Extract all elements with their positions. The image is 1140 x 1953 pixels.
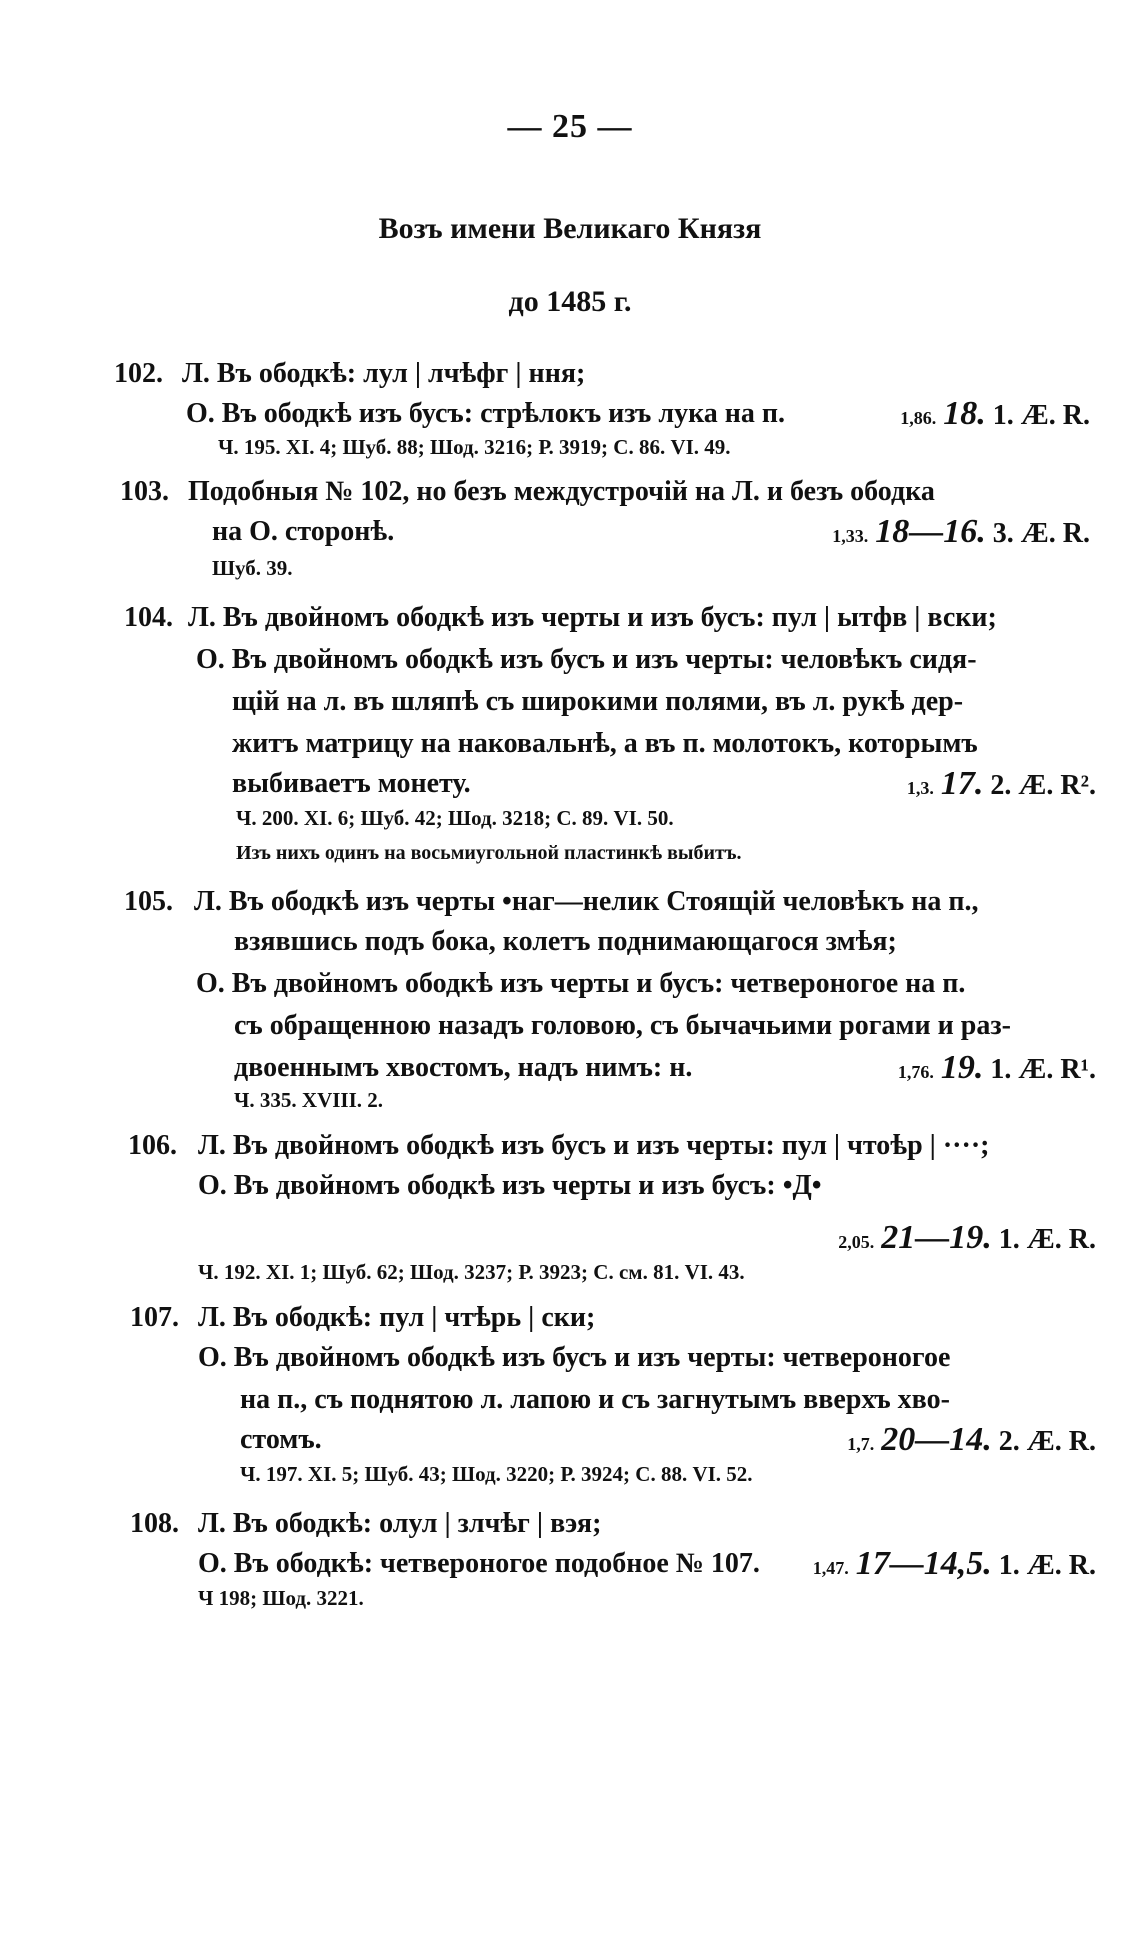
- reverse-line: О. Въ двойномъ ободкѣ изъ черты и бусъ: четвероногое на п.: [196, 968, 966, 999]
- measure: [820, 1051, 1096, 1089]
- obverse-line: Л. Въ ободкѣ: пул | чтѣрь | ски;: [198, 1302, 596, 1333]
- weight: 1,47.: [812, 1558, 849, 1578]
- weight: 1,76.: [897, 1062, 934, 1082]
- description-line: Подобныя № 102, но безъ междустрочій на Л. и безъ ободка: [188, 476, 935, 507]
- reverse-line: О. Въ ободкѣ: четвероногое подобное № 107.: [198, 1548, 760, 1579]
- count-metal-rarity: 1. Æ. R¹.: [990, 1054, 1096, 1085]
- reverse-line: щій на л. въ шляпѣ съ широкими полями, въ л. рукѣ дер-: [232, 686, 964, 717]
- reverse-line: стомъ.: [240, 1424, 322, 1455]
- weight: 1,86.: [900, 408, 937, 428]
- count-metal-rarity: 1. Æ. R.: [998, 1224, 1096, 1255]
- reverse-line: на п., съ поднятою л. лапою и съ загнутымъ вверхъ хво-: [240, 1384, 950, 1415]
- diameter: 20—14.: [881, 1421, 992, 1458]
- obverse-line: взявшись подъ бока, колетъ поднимающагося змѣя;: [234, 926, 897, 957]
- obverse-line: Л. Въ ободкѣ изъ черты •наг—нелик Стоящій человѣкъ на п.,: [194, 886, 979, 917]
- count-metal-rarity: 3. Æ. R.: [992, 518, 1090, 549]
- diameter: 18.: [943, 395, 986, 432]
- measure: [730, 1221, 1096, 1259]
- diameter: 21—19.: [881, 1219, 992, 1256]
- references: Ч 198; Шод. 3221.: [198, 1586, 364, 1610]
- reverse-line: съ обращенною назадъ головою, съ бычачьими рогами и раз-: [234, 1010, 1011, 1041]
- obverse-line: Л. Въ ободкѣ: лул | лчѣфг | ння;: [182, 358, 586, 389]
- measure: [820, 767, 1096, 805]
- reverse-line: выбиваетъ монету.: [232, 768, 471, 799]
- measure: [850, 397, 1090, 435]
- obverse-line: Л. Въ двойномъ ободкѣ изъ черты и изъ бусъ: пул | ытфв | вски;: [188, 602, 997, 633]
- section-subtitle: до 1485 г.: [508, 285, 632, 318]
- measure: [760, 515, 1090, 553]
- obverse-line: Л. Въ ободкѣ: олул | злчѣг | вэя;: [198, 1508, 602, 1539]
- count-metal-rarity: 1. Æ. R.: [998, 1550, 1096, 1581]
- reverse-line: О. Въ ободкѣ изъ бусъ: стрѣлокъ изъ лука на п.: [186, 398, 786, 429]
- diameter: 19.: [940, 1049, 984, 1086]
- reverse-line: О. Въ двойномъ ободкѣ изъ черты и изъ бусъ: •Д•: [198, 1170, 822, 1201]
- diameter: 17.: [940, 765, 984, 802]
- references: Ч. 335. XVIII. 2.: [234, 1088, 384, 1112]
- weight: 1,33.: [832, 526, 869, 546]
- reverse-line: О. Въ двойномъ ободкѣ изъ бусъ и изъ черты: человѣкъ сидя-: [196, 644, 977, 675]
- entry-number: 104.: [124, 602, 173, 633]
- measure: [774, 1547, 1096, 1585]
- entry-number: 102.: [114, 358, 163, 389]
- reverse-line: житъ матрицу на наковальнѣ, а въ п. молотокъ, которымъ: [232, 728, 978, 759]
- count-metal-rarity: 2. Æ. R.: [998, 1426, 1096, 1457]
- references: Ч. 197. XI. 5; Шуб. 43; Шод. 3220; Р. 3924; С. 88. VI. 52.: [240, 1462, 753, 1486]
- count-metal-rarity: 2. Æ. R².: [990, 770, 1096, 801]
- count-metal-rarity: 1. Æ. R.: [992, 400, 1090, 431]
- reverse-line: О. Въ двойномъ ободкѣ изъ бусъ и изъ черты: четвероногое: [198, 1342, 951, 1373]
- weight: 1,3.: [906, 778, 934, 798]
- measure: [760, 1423, 1096, 1461]
- weight: 2,05.: [838, 1232, 875, 1252]
- references: Ч. 200. XI. 6; Шуб. 42; Шод. 3218; С. 89. VI. 50.: [236, 806, 674, 830]
- description-line: на О. сторонѣ.: [212, 516, 395, 547]
- references: Ч. 195. XI. 4; Шуб. 88; Шод. 3216; Р. 3919; С. 86. VI. 49.: [218, 435, 731, 459]
- obverse-line: Л. Въ двойномъ ободкѣ изъ бусъ и изъ черты: пул | чтоѣр | ····;: [198, 1130, 990, 1161]
- entry-number: 107.: [130, 1302, 179, 1333]
- entry-number: 105.: [124, 886, 173, 917]
- weight: 1,7.: [847, 1434, 875, 1454]
- references: Шуб. 39.: [212, 556, 293, 580]
- entry-number: 108.: [130, 1508, 179, 1539]
- references: Ч. 192. XI. 1; Шуб. 62; Шод. 3237; Р. 3923; С. см. 81. VI. 43.: [198, 1260, 745, 1284]
- entry-number: 103.: [120, 476, 169, 507]
- section-title: Возъ имени Великаго Князя: [378, 212, 762, 245]
- entry-number: 106.: [128, 1130, 177, 1161]
- entry-note: Изъ нихъ одинъ на восьмиугольной пластинкѣ выбитъ.: [236, 842, 742, 864]
- diameter: 18—16.: [875, 513, 986, 550]
- reverse-line: двоеннымъ хвостомъ, надъ нимъ: н.: [234, 1052, 693, 1083]
- page-number: — 25 —: [507, 108, 633, 145]
- diameter: 17—14,5.: [855, 1545, 992, 1582]
